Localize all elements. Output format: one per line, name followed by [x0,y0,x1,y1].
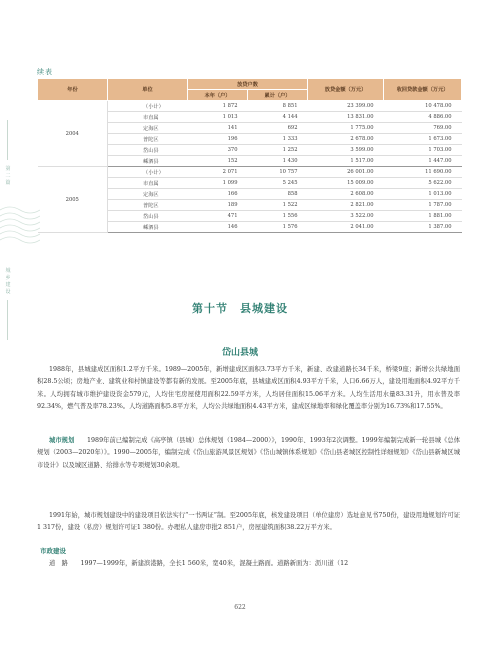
amount-cell: 23 399.00 [308,101,384,112]
recovered-cell: 10 478.00 [384,101,462,112]
cumulative-cell: 1 556 [248,211,308,222]
year-cell: 2004 [38,101,108,167]
unit-cell: 嵊泗县 [108,222,188,233]
this-year-cell: 189 [188,200,248,211]
year-cell: 2005 [38,167,108,233]
recovered-cell: 1 447.00 [384,156,462,167]
this-year-cell: 196 [188,134,248,145]
recovered-cell: 1 703.00 [384,145,462,156]
unit-cell: 岱山县 [108,211,188,222]
header-this-year: 本年（户） [188,90,248,101]
cumulative-cell: 1 576 [248,222,308,233]
volume-label: 第二篇 [5,166,11,186]
this-year-cell: 370 [188,145,248,156]
category-label: 城乡建设 [5,268,11,295]
paragraph-text: 1989年前已编制完成《高亭镇（县城）总体规划（1984—2000）》，1990年、1993年2次调整。1999年编制完成新一轮县城《总体规划（2003—2020年）》。1990—2005年，编制完成《岱山旅游风景区规划》《岱山城镇体系规划》《岱山县老城区控制性详细规划》《岱山县新城区城市设计》以及城区道路、给排水等专项规划30余项。 [37,437,461,469]
table-row [38,101,462,112]
unit-cell: 岱山县 [108,145,188,156]
this-year-cell: 146 [188,222,248,233]
table-row [38,167,462,178]
continued-label: 续表 [37,68,53,76]
cumulative-cell: 1 522 [248,200,308,211]
unit-cell: 市直属 [108,112,188,123]
recovered-cell: 1 787.00 [384,200,462,211]
wave-ornament [0,200,40,250]
cumulative-cell: 4 144 [248,112,308,123]
section-title: 第十节 县城建设 [192,302,288,315]
amount-cell: 1 517.00 [308,156,384,167]
header-unit: 单位 [108,79,188,101]
cumulative-cell: 1 333 [248,134,308,145]
this-year-cell: 166 [188,189,248,200]
county-title: 岱山县城 [221,348,258,358]
cumulative-cell: 10 757 [248,167,308,178]
unit-cell: 嵊泗县 [108,156,188,167]
paragraph-planning [37,435,460,472]
amount-cell: 2 678.00 [308,134,384,145]
this-year-cell: 1 872 [188,101,248,112]
cumulative-cell: 1 430 [248,156,308,167]
recovered-cell: 769.00 [384,123,462,134]
unit-cell: 市直属 [108,178,188,189]
amount-cell: 3 522.00 [308,211,384,222]
cumulative-cell: 692 [248,123,308,134]
paragraph-text: 1997—1999年，新建滨港路，全长1 560米，宽40米，混凝土路面。道路新面为：沥川道（12 [80,560,349,567]
amount-cell: 2 041.00 [308,222,384,233]
unit-cell: 定海区 [108,189,188,200]
recovered-cell: 5 622.00 [384,178,462,189]
cumulative-cell: 8 851 [248,101,308,112]
unit-cell: 普陀区 [108,134,188,145]
cumulative-cell: 858 [248,189,308,200]
paragraph-roads [37,558,460,570]
unit-cell: 普陀区 [108,200,188,211]
amount-cell: 1 775.00 [308,123,384,134]
unit-cell: （小计） [108,101,188,112]
amount-cell: 3 599.00 [308,145,384,156]
recovered-cell: 11 690.00 [384,167,462,178]
this-year-cell: 152 [188,156,248,167]
recovered-cell: 1 387.00 [384,222,462,233]
amount-cell: 15 009.00 [308,178,384,189]
this-year-cell: 2 071 [188,167,248,178]
header-year: 年份 [38,79,108,101]
loan-table [37,78,462,233]
header-amount: 放贷金额（万元） [308,79,384,101]
subsection-title: 市政建设 [40,547,66,555]
cumulative-cell: 1 252 [248,145,308,156]
header-households: 放贷户数 [188,79,308,90]
recovered-cell: 1 013.00 [384,189,462,200]
amount-cell: 26 001.00 [308,167,384,178]
paragraph-overview: 1988年，县城建成区面积1.2平方千米。1989—2005年，新增建成区面积3.73平方千米，新建、改建道路长34千米，桥梁9座；新增公共绿地面积28.5公顷；房地产业、建筑业和村镇建设等都有新的发展。至2005年底，县城建成区面积4.93平方千米，人口6.66万人，建设用地面积4.92平方千米。人均拥有城市维护建设资金579元，人均住宅房屋使用面积22.59平方米，人均居住面积15.06平方米。人均生活用水量83.31升，用水普及率92.34%，燃气普及率78.23%。人均道路面积5.8平方米，人均公共绿地面积4.43平方米，建成区绿地率和绿化覆盖率分别为16.73%和17.55%。 [37,366,460,410]
unit-cell: （小计） [108,167,188,178]
header-cumulative: 累计（户） [248,90,308,101]
amount-cell: 2 821.00 [308,200,384,211]
cumulative-cell: 5 245 [248,178,308,189]
this-year-cell: 141 [188,123,248,134]
this-year-cell: 1 013 [188,112,248,123]
recovered-cell: 1 673.00 [384,134,462,145]
amount-cell: 13 831.00 [308,112,384,123]
recovered-cell: 4 886.00 [384,112,462,123]
paragraph-heading: 道 路 [49,560,68,567]
paragraph-heading: 城市规划 [49,437,75,444]
header-recovered: 收回贷款金额（万元） [384,79,462,101]
amount-cell: 2 608.00 [308,189,384,200]
this-year-cell: 471 [188,211,248,222]
page-number: 622 [234,604,246,611]
unit-cell: 定海区 [108,123,188,134]
side-rule [7,120,8,160]
paragraph-permits: 1991年始，城市规划建设中的建设项目依法实行“一书两证”制。至2005年底，核发建设项目（单位建房）选址意见书750份，建设用地规划许可证1 317份，建设（私房）规划许可证1 380份。办理私人建房审批2 851户，房屋建筑面积38.22万平方米。 [37,512,460,532]
recovered-cell: 1 881.00 [384,211,462,222]
this-year-cell: 1 099 [188,178,248,189]
